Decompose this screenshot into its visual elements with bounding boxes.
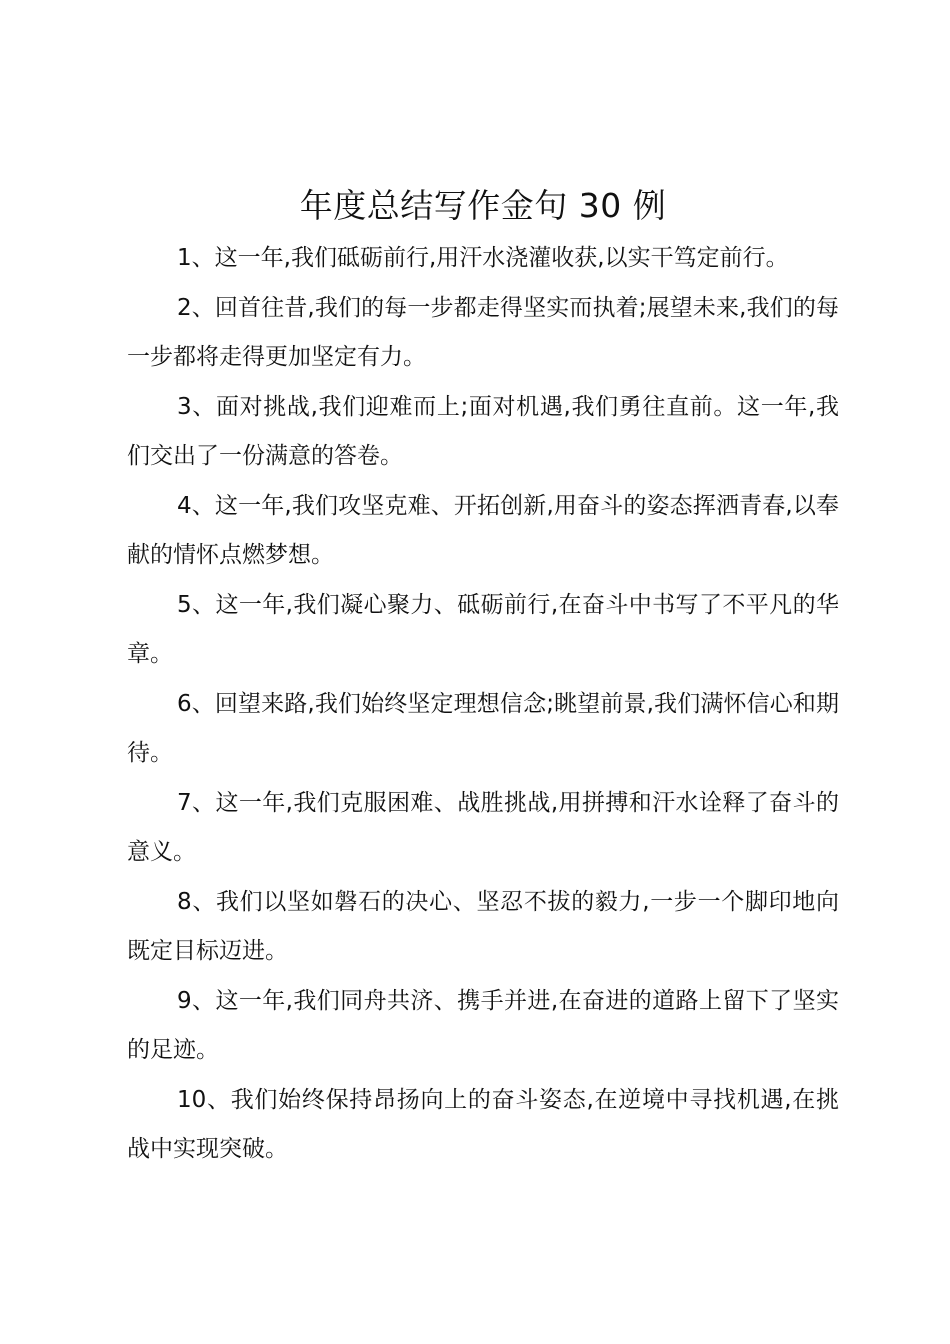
paragraph-4: 4、这一年,我们攻坚克难、开拓创新,用奋斗的姿态挥洒青春,以奉献的情怀点燃梦想。: [127, 492, 839, 568]
document-title: 年度总结写作金句 30 例: [299, 186, 667, 225]
paragraph-3: 3、面对挑战,我们迎难而上;面对机遇,我们勇往直前。这一年,我们交出了一份满意的答卷。: [127, 393, 839, 469]
paragraph-10: 10、我们始终保持昂扬向上的奋斗姿态,在逆境中寻找机遇,在挑战中实现突破。: [127, 1086, 839, 1162]
paragraph-7: 7、这一年,我们克服困难、战胜挑战,用拼搏和汗水诠释了奋斗的意义。: [127, 789, 839, 865]
paragraph-9: 9、这一年,我们同舟共济、携手并进,在奋进的道路上留下了坚实的足迹。: [127, 987, 839, 1063]
paragraph-8: 8、我们以坚如磐石的决心、坚忍不拔的毅力,一步一个脚印地向既定目标迈进。: [127, 888, 839, 964]
document-page: [127, 184, 839, 1175]
paragraph-6: 6、回望来路,我们始终坚定理想信念;眺望前景,我们满怀信心和期待。: [127, 690, 839, 766]
paragraph-2: 2、回首往昔,我们的每一步都走得坚实而执着;展望未来,我们的每一步都将走得更加坚定有力。: [127, 294, 839, 370]
paragraph-5: 5、这一年,我们凝心聚力、砥砺前行,在奋斗中书写了不平凡的华章。: [127, 591, 839, 667]
paragraph-1: 1、这一年,我们砥砺前行,用汗水浇灌收获,以实干笃定前行。: [177, 245, 789, 271]
